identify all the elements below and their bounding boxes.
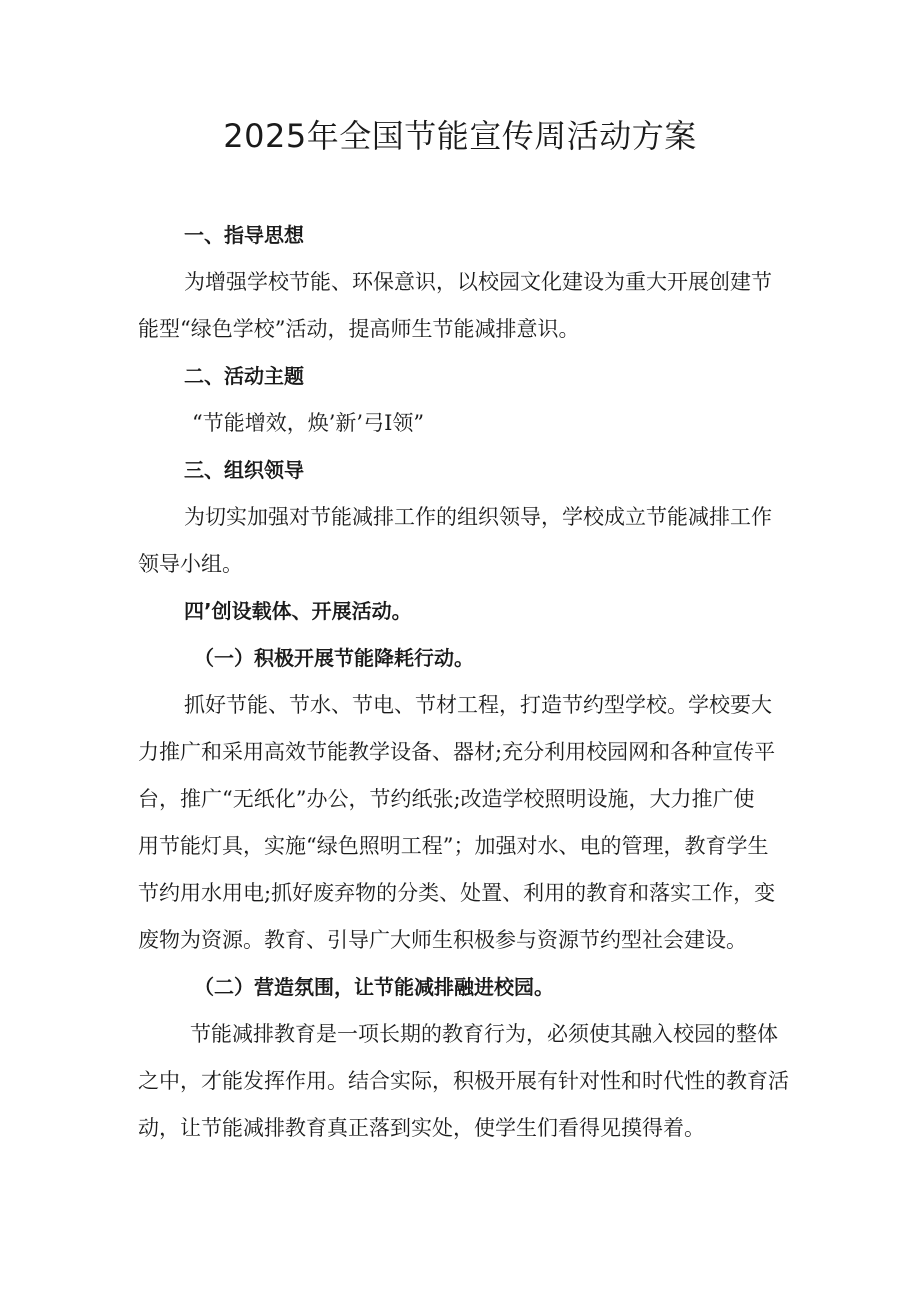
paragraph-line: 为增强学校节能、环保意识，以校园文化建设为重大开展创建节 [184,270,772,294]
section-heading-activities: 四’创设载体、开展活动。 [184,599,412,623]
section-heading-organization: 三、组织领导 [184,458,304,482]
document-title: 2025年全国节能宣传周活动方案 [223,117,697,155]
paragraph-line: 为切实加强对节能减排工作的组织领导，学校成立节能减排工作 [184,505,772,529]
paragraph-line: 能型“绿色学校”活动，提高师生节能减排意识。 [138,317,580,341]
subsection-heading-atmosphere: （二）营造氛围，让节能减排融进校园。 [194,975,554,999]
paragraph-line: 抓好节能、节水、节电、节材工程，打造节约型学校。学校要大 [184,693,772,717]
paragraph-line: 动，让节能减排教育真正落到实处，使学生们看得见摸得着。 [138,1116,705,1140]
section-heading-activity-theme: 二、活动主题 [184,364,304,388]
theme-slogan: “节能增效，焕’新’弓I领” [192,411,425,435]
paragraph-line: 之中，才能发挥作用。结合实际，积极开展有针对性和时代性的教育活 [138,1069,789,1093]
paragraph-line: 废物为资源。教育、引导广大师生积极参与资源节约型社会建设。 [138,928,747,952]
paragraph-line: 节约用水用电;抓好废弃物的分类、处置、利用的教育和落实工作，变 [138,881,776,905]
section-heading-guiding-ideology: 一、指导思想 [184,223,304,247]
paragraph-line: 节能减排教育是一项长期的教育行为，必须使其融入校园的整体 [190,1022,778,1046]
paragraph-line: 台，推广“无纸化”办公，节约纸张;改造学校照明设施，大力推广使 [138,787,755,811]
subsection-heading-energy-saving: （一）积极开展节能降耗行动。 [194,646,474,670]
paragraph-line: 用节能灯具，实施“绿色照明工程”；加强对水、电的管理，教育学生 [138,834,769,858]
document-body [138,212,798,1152]
paragraph-line: 力推广和采用高效节能教学设备、器材;充分利用校园网和各种宣传平 [138,740,776,764]
paragraph-line: 领导小组。 [138,552,243,576]
